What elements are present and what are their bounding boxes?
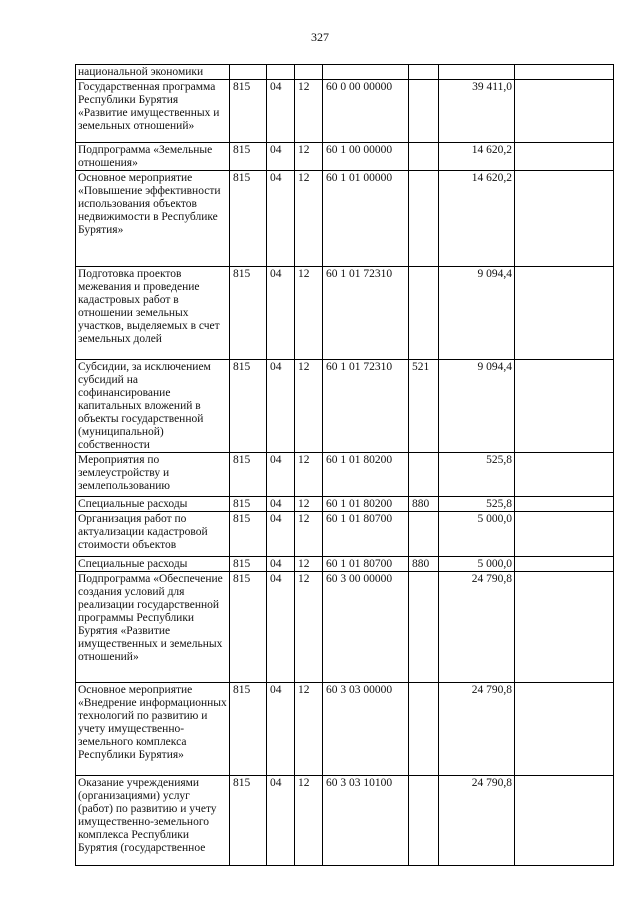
row-name-cell: национальной экономики (76, 65, 230, 80)
row-pr-cell (295, 65, 323, 80)
row-rz-cell: 04 (267, 171, 295, 267)
row-pr-cell: 12 (295, 572, 323, 683)
row-gr-cell: 815 (230, 497, 267, 512)
row-csr-cell: 60 1 01 80700 (323, 557, 409, 572)
row-extra-cell (515, 143, 614, 171)
table-row (76, 512, 614, 557)
row-name-cell: Подпрограмма «Обеспечение создания условий для реализации государственной программы Республики Бурятия «Развитие имущественных и земельных отношений» (76, 572, 230, 683)
row-sum-cell: 5 000,0 (439, 557, 515, 572)
row-vr-cell (409, 267, 439, 360)
row-rz-cell: 04 (267, 683, 295, 776)
row-sum-cell: 24 790,8 (439, 683, 515, 776)
budget-table (75, 64, 614, 866)
row-gr-cell: 815 (230, 360, 267, 453)
row-rz-cell: 04 (267, 360, 295, 453)
table-row (76, 267, 614, 360)
row-csr-cell: 60 1 01 80700 (323, 512, 409, 557)
row-csr-cell: 60 1 00 00000 (323, 143, 409, 171)
row-csr-cell: 60 1 01 72310 (323, 267, 409, 360)
row-vr-cell (409, 171, 439, 267)
row-csr-cell: 60 0 00 00000 (323, 80, 409, 143)
row-extra-cell (515, 512, 614, 557)
row-sum-cell: 39 411,0 (439, 80, 515, 143)
row-sum-cell: 9 094,4 (439, 360, 515, 453)
row-pr-cell: 12 (295, 360, 323, 453)
row-extra-cell (515, 360, 614, 453)
table-row (76, 776, 614, 866)
row-pr-cell: 12 (295, 171, 323, 267)
row-extra-cell (515, 80, 614, 143)
row-vr-cell: 880 (409, 497, 439, 512)
row-extra-cell (515, 572, 614, 683)
row-name-cell: Основное мероприятие «Внедрение информационных технологий по развитию и учету имущественно-земельного комплекса Республики Бурятия» (76, 683, 230, 776)
row-gr-cell: 815 (230, 572, 267, 683)
row-name-cell: Мероприятия по землеустройству и землепользованию (76, 453, 230, 497)
row-name-cell: Организация работ по актуализации кадастровой стоимости объектов (76, 512, 230, 557)
row-pr-cell: 12 (295, 80, 323, 143)
row-extra-cell (515, 267, 614, 360)
row-sum-cell (439, 65, 515, 80)
row-name-cell: Основное мероприятие «Повышение эффективности использования объектов недвижимости в Республике Бурятия» (76, 171, 230, 267)
row-vr-cell: 880 (409, 557, 439, 572)
row-vr-cell (409, 572, 439, 683)
row-csr-cell: 60 1 01 80200 (323, 497, 409, 512)
row-pr-cell: 12 (295, 267, 323, 360)
row-csr-cell: 60 3 03 00000 (323, 683, 409, 776)
row-rz-cell: 04 (267, 776, 295, 866)
row-sum-cell: 14 620,2 (439, 171, 515, 267)
row-vr-cell (409, 80, 439, 143)
row-pr-cell: 12 (295, 512, 323, 557)
row-gr-cell: 815 (230, 776, 267, 866)
row-pr-cell: 12 (295, 683, 323, 776)
page-number: 327 (311, 30, 329, 44)
table-row (76, 453, 614, 497)
row-vr-cell (409, 65, 439, 80)
row-name-cell: Специальные расходы (76, 497, 230, 512)
row-csr-cell: 60 1 01 72310 (323, 360, 409, 453)
row-extra-cell (515, 776, 614, 866)
row-sum-cell: 9 094,4 (439, 267, 515, 360)
row-rz-cell: 04 (267, 512, 295, 557)
table-row (76, 683, 614, 776)
row-gr-cell: 815 (230, 512, 267, 557)
row-gr-cell: 815 (230, 453, 267, 497)
row-vr-cell (409, 143, 439, 171)
table-row (76, 497, 614, 512)
row-rz-cell: 04 (267, 453, 295, 497)
row-sum-cell: 5 000,0 (439, 512, 515, 557)
row-sum-cell: 525,8 (439, 497, 515, 512)
table-row (76, 171, 614, 267)
row-gr-cell: 815 (230, 267, 267, 360)
row-pr-cell: 12 (295, 776, 323, 866)
table-row (76, 80, 614, 143)
row-gr-cell: 815 (230, 80, 267, 143)
row-vr-cell (409, 776, 439, 866)
row-csr-cell: 60 1 01 80200 (323, 453, 409, 497)
row-csr-cell: 60 1 01 00000 (323, 171, 409, 267)
row-pr-cell: 12 (295, 497, 323, 512)
row-extra-cell (515, 683, 614, 776)
row-name-cell: Субсидии, за исключением субсидий на софинансирование капитальных вложений в объекты государственной (муниципальной) собственности (76, 360, 230, 453)
row-name-cell: Государственная программа Республики Бурятия «Развитие имущественных и земельных отношений» (76, 80, 230, 143)
row-csr-cell: 60 3 00 00000 (323, 572, 409, 683)
row-sum-cell: 14 620,2 (439, 143, 515, 171)
row-gr-cell: 815 (230, 683, 267, 776)
row-pr-cell: 12 (295, 453, 323, 497)
row-rz-cell: 04 (267, 572, 295, 683)
row-name-cell: Подпрограмма «Земельные отношения» (76, 143, 230, 171)
row-vr-cell (409, 453, 439, 497)
row-rz-cell: 04 (267, 80, 295, 143)
table-row (76, 572, 614, 683)
row-vr-cell: 521 (409, 360, 439, 453)
row-extra-cell (515, 453, 614, 497)
table-row (76, 143, 614, 171)
row-vr-cell (409, 683, 439, 776)
row-pr-cell: 12 (295, 143, 323, 171)
row-name-cell: Оказание учреждениями (организациями) услуг (работ) по развитию и учету имущественно-земельного комплекса Республики Бурятия (государственное (76, 776, 230, 866)
row-csr-cell: 60 3 03 10100 (323, 776, 409, 866)
table-row (76, 557, 614, 572)
row-gr-cell (230, 65, 267, 80)
table-row (76, 65, 614, 80)
row-sum-cell: 525,8 (439, 453, 515, 497)
row-gr-cell: 815 (230, 143, 267, 171)
row-gr-cell: 815 (230, 557, 267, 572)
row-gr-cell: 815 (230, 171, 267, 267)
budget-table-body (76, 65, 614, 866)
table-row (76, 360, 614, 453)
row-name-cell: Специальные расходы (76, 557, 230, 572)
row-rz-cell: 04 (267, 557, 295, 572)
row-sum-cell: 24 790,8 (439, 572, 515, 683)
row-extra-cell (515, 65, 614, 80)
row-vr-cell (409, 512, 439, 557)
row-extra-cell (515, 171, 614, 267)
row-name-cell: Подготовка проектов межевания и проведение кадастровых работ в отношении земельных участков, выделяемых в счет земельных долей (76, 267, 230, 360)
row-sum-cell: 24 790,8 (439, 776, 515, 866)
row-pr-cell: 12 (295, 557, 323, 572)
row-extra-cell (515, 557, 614, 572)
row-extra-cell (515, 497, 614, 512)
row-rz-cell: 04 (267, 267, 295, 360)
row-csr-cell (323, 65, 409, 80)
row-rz-cell: 04 (267, 143, 295, 171)
row-rz-cell: 04 (267, 497, 295, 512)
row-rz-cell (267, 65, 295, 80)
